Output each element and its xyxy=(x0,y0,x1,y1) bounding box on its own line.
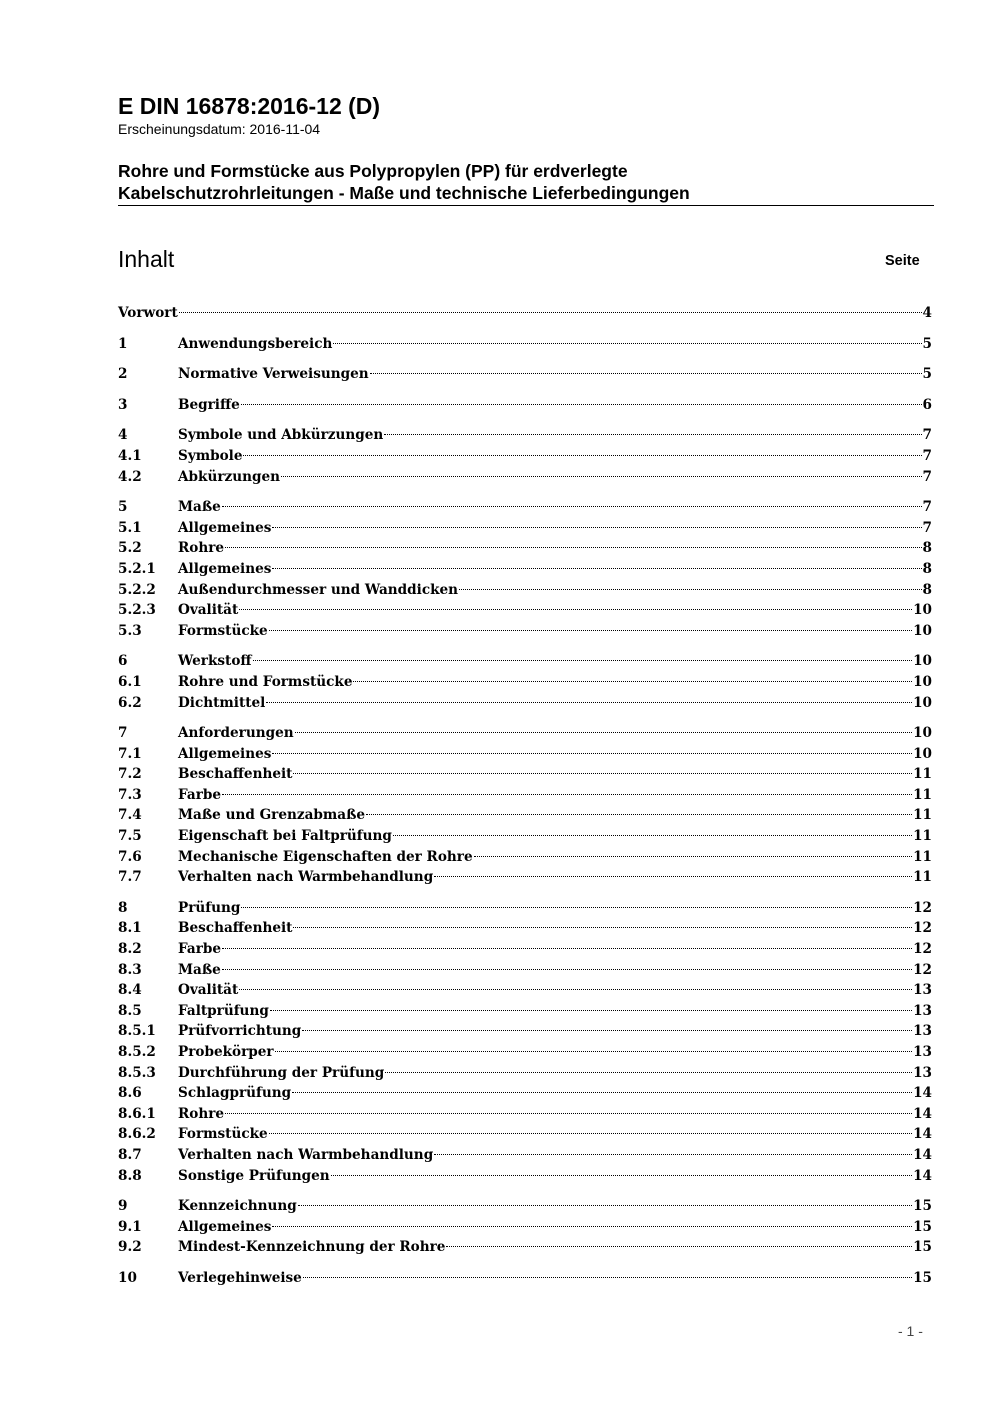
toc-entry-number: 8.7 xyxy=(118,1146,142,1163)
toc-entry-title: Symbole xyxy=(178,447,243,464)
toc-entry-title: Prüfung xyxy=(178,899,241,916)
document-title-line-2: Kabelschutzrohrleitungen - Maße und technische Lieferbedingungen xyxy=(118,183,690,203)
toc-entry[interactable] xyxy=(118,980,932,1001)
toc-entry-page: 13 xyxy=(913,1044,932,1060)
toc-entry-title: Mindest-Kennzeichnung der Rohre xyxy=(178,1239,446,1256)
toc-entry-number: 8 xyxy=(118,899,128,916)
toc-entry[interactable] xyxy=(118,1196,932,1217)
toc-entry-page: 14 xyxy=(913,1167,932,1184)
toc-entry-title: Ovalität xyxy=(178,602,239,619)
toc-entry[interactable] xyxy=(118,1021,932,1042)
toc-entry-number: 7 xyxy=(118,725,128,742)
toc-entry[interactable] xyxy=(118,785,932,806)
toc-entry[interactable] xyxy=(118,826,932,847)
toc-leader-dots xyxy=(241,907,912,908)
toc-leader-dots xyxy=(225,1113,912,1114)
toc-entry-page: 6 xyxy=(922,396,932,413)
toc-entry-title: Verlegehinweise xyxy=(178,1269,302,1286)
toc-entry-number: 4.2 xyxy=(118,468,142,485)
toc-entry-title: Rohre und Formstücke xyxy=(178,673,353,690)
toc-entry[interactable] xyxy=(118,467,932,488)
toc-leader-dots xyxy=(292,1092,912,1093)
toc-entry-title: Werkstoff xyxy=(178,653,252,670)
toc-entry-number: 8.8 xyxy=(118,1167,142,1184)
toc-entry-number: 5.3 xyxy=(118,622,142,639)
toc-entry[interactable] xyxy=(118,1124,932,1145)
toc-entry-number: 9 xyxy=(118,1198,128,1215)
toc-leader-dots xyxy=(269,630,912,631)
toc-entry-title: Abkürzungen xyxy=(178,468,281,485)
toc-entry-page: 12 xyxy=(913,961,932,978)
toc-entry[interactable] xyxy=(118,1145,932,1166)
toc-entry[interactable] xyxy=(118,805,932,826)
toc-entry[interactable] xyxy=(118,1217,932,1238)
toc-entry-number: 6.2 xyxy=(118,694,142,711)
toc-entry-number: 5.1 xyxy=(118,519,142,536)
toc-entry-page: 14 xyxy=(913,1085,932,1102)
toc-entry[interactable] xyxy=(118,1042,932,1063)
toc-entry-title: Dichtmittel xyxy=(178,694,266,711)
toc-leader-dots xyxy=(353,681,912,682)
toc-entry-number: 8.2 xyxy=(118,941,142,958)
toc-entry[interactable] xyxy=(118,364,932,385)
toc-entry-number: 8.5.1 xyxy=(118,1023,156,1040)
toc-leader-dots xyxy=(239,989,912,990)
toc-leader-dots xyxy=(225,547,921,548)
toc-entry[interactable] xyxy=(118,693,932,714)
toc-entry[interactable] xyxy=(118,395,932,416)
toc-leader-dots xyxy=(293,927,912,928)
toc-entry-page: 5 xyxy=(922,366,932,383)
toc-leader-dots xyxy=(293,773,912,774)
toc-entry-title: Formstücke xyxy=(178,1126,268,1143)
toc-entry-number: 7.4 xyxy=(118,807,142,824)
toc-entry-title: Ovalität xyxy=(178,982,239,999)
toc-entry[interactable] xyxy=(118,918,932,939)
toc-entry-number: 8.5 xyxy=(118,1002,142,1019)
toc-entry-page: 8 xyxy=(922,581,932,598)
table-of-contents xyxy=(118,303,932,1289)
toc-page-column-heading: Seite xyxy=(885,253,920,269)
toc-entry-page: 14 xyxy=(913,1126,932,1143)
toc-leader-dots xyxy=(333,343,921,344)
toc-entry-page: 15 xyxy=(913,1218,932,1235)
toc-entry-number: 7.5 xyxy=(118,828,142,845)
toc-entry-number: 8.3 xyxy=(118,961,142,978)
toc-entry[interactable] xyxy=(118,1104,932,1125)
title-divider xyxy=(118,205,934,206)
toc-entry-title: Mechanische Eigenschaften der Rohre xyxy=(178,848,473,865)
toc-entry-page: 11 xyxy=(913,848,932,865)
toc-entry-title: Sonstige Prüfungen xyxy=(178,1167,330,1184)
toc-entry-page: 10 xyxy=(913,694,932,711)
toc-leader-dots xyxy=(272,753,912,754)
toc-leader-dots xyxy=(275,1051,913,1052)
toc-entry-title: Anforderungen xyxy=(178,725,294,742)
toc-entry-page: 7 xyxy=(922,499,932,516)
toc-entry-number: 7.6 xyxy=(118,848,142,865)
toc-entry-page: 10 xyxy=(913,725,932,742)
toc-entry-page: 12 xyxy=(913,920,932,937)
toc-entry-title: Beschaffenheit xyxy=(178,920,293,937)
toc-entry-title: Prüfvorrichtung xyxy=(178,1023,302,1040)
toc-leader-dots xyxy=(239,609,912,610)
toc-entry-number: 8.4 xyxy=(118,982,142,999)
toc-entry-page: 15 xyxy=(913,1269,932,1286)
toc-entry-number: 5 xyxy=(118,499,128,516)
toc-entry-page: 15 xyxy=(913,1198,932,1215)
toc-leader-dots xyxy=(281,476,921,477)
toc-entry-number: 6.1 xyxy=(118,673,142,690)
toc-leader-dots xyxy=(272,568,921,569)
toc-leader-dots xyxy=(459,589,921,590)
toc-leader-dots xyxy=(269,1133,912,1134)
toc-entry-number: 6 xyxy=(118,653,128,670)
toc-entry-title: Maße und Grenzabmaße xyxy=(178,807,366,824)
toc-entry-title: Allgemeines xyxy=(178,560,272,577)
toc-entry-title: Rohre xyxy=(178,540,225,557)
toc-entry-title: Symbole und Abkürzungen xyxy=(178,427,384,444)
toc-leader-dots xyxy=(366,814,912,815)
toc-entry[interactable] xyxy=(118,672,932,693)
toc-entry-page: 14 xyxy=(913,1105,932,1122)
toc-entry[interactable] xyxy=(118,621,932,642)
toc-entry-title: Begriffe xyxy=(178,396,240,413)
toc-leader-dots xyxy=(434,1154,912,1155)
toc-leader-dots xyxy=(222,948,912,949)
toc-leader-dots xyxy=(434,876,912,877)
toc-entry-title: Maße xyxy=(178,961,221,978)
toc-entry-number: 5.2.2 xyxy=(118,581,156,598)
toc-entry-number: 5.2.3 xyxy=(118,602,156,619)
toc-entry[interactable] xyxy=(118,1001,932,1022)
toc-entry-title: Rohre xyxy=(178,1105,225,1122)
toc-entry[interactable] xyxy=(118,764,932,785)
toc-entry-number: 7.3 xyxy=(118,786,142,803)
toc-entry-number: 7.7 xyxy=(118,869,142,886)
toc-leader-dots xyxy=(222,969,912,970)
toc-entry-number: 4 xyxy=(118,427,128,444)
toc-entry-title: Vorwort xyxy=(118,305,178,321)
toc-entry[interactable] xyxy=(118,538,932,559)
toc-entry-number: 5.2.1 xyxy=(118,560,156,577)
toc-entry-page: 7 xyxy=(922,447,932,464)
toc-entry-page: 13 xyxy=(913,1023,932,1040)
toc-leader-dots xyxy=(253,660,913,661)
toc-entry[interactable] xyxy=(118,1237,932,1258)
toc-entry[interactable] xyxy=(118,518,932,539)
toc-entry-page: 10 xyxy=(913,745,932,762)
toc-entry-number: 7.2 xyxy=(118,766,142,783)
toc-entry-title: Beschaffenheit xyxy=(178,766,293,783)
toc-entry-title: Durchführung der Prüfung xyxy=(178,1064,385,1081)
toc-entry-page: 8 xyxy=(922,560,932,577)
toc-entry-title: Farbe xyxy=(178,941,222,958)
toc-entry-page: 10 xyxy=(913,602,932,619)
toc-entry-number: 8.6.2 xyxy=(118,1126,156,1143)
toc-entry[interactable] xyxy=(118,1083,932,1104)
toc-leader-dots xyxy=(385,1072,912,1073)
toc-heading: Inhalt xyxy=(118,246,175,272)
toc-entry-number: 9.1 xyxy=(118,1218,142,1235)
toc-entry-page: 15 xyxy=(913,1239,932,1256)
publication-date: Erscheinungsdatum: 2016-11-04 xyxy=(118,121,321,137)
toc-leader-dots xyxy=(384,434,921,435)
toc-entry-page: 10 xyxy=(913,653,932,670)
toc-entry[interactable] xyxy=(118,723,932,744)
toc-entry[interactable] xyxy=(118,847,932,868)
toc-entry[interactable] xyxy=(118,1268,932,1289)
toc-entry-page: 10 xyxy=(913,622,932,639)
toc-entry-number: 8.1 xyxy=(118,920,142,937)
toc-leader-dots xyxy=(222,506,922,507)
toc-leader-dots xyxy=(266,702,912,703)
toc-entry-number: 1 xyxy=(118,335,128,352)
toc-entry-page: 14 xyxy=(913,1146,932,1163)
toc-entry-number: 9.2 xyxy=(118,1239,142,1256)
toc-entry-number: 2 xyxy=(118,366,128,383)
toc-entry-page: 11 xyxy=(913,807,932,824)
toc-entry-page: 7 xyxy=(922,519,932,536)
toc-entry[interactable] xyxy=(118,1063,932,1084)
toc-leader-dots xyxy=(393,835,912,836)
toc-entry[interactable] xyxy=(118,559,932,580)
toc-entry-title: Allgemeines xyxy=(178,519,272,536)
toc-leader-dots xyxy=(302,1030,912,1031)
toc-leader-dots xyxy=(331,1175,912,1176)
toc-leader-dots xyxy=(243,455,921,456)
toc-entry-title: Kennzeichnung xyxy=(178,1198,297,1215)
toc-entry[interactable] xyxy=(118,497,932,518)
toc-leader-dots xyxy=(270,1010,912,1011)
toc-entry-page: 4 xyxy=(922,305,932,321)
toc-entry-title: Außendurchmesser und Wanddicken xyxy=(178,581,459,598)
toc-entry[interactable] xyxy=(118,898,932,919)
toc-entry[interactable] xyxy=(118,446,932,467)
toc-entry-number: 8.6 xyxy=(118,1085,142,1102)
document-id: E DIN 16878:2016-12 (D) xyxy=(118,93,381,119)
toc-entry-number: 8.5.3 xyxy=(118,1064,156,1081)
toc-leader-dots xyxy=(474,856,912,857)
toc-entry-title: Normative Verweisungen xyxy=(178,366,369,383)
toc-entry[interactable] xyxy=(118,744,932,765)
toc-leader-dots xyxy=(272,527,921,528)
toc-entry-title: Allgemeines xyxy=(178,1218,272,1235)
toc-entry-page: 13 xyxy=(913,1064,932,1081)
toc-entry-title: Maße xyxy=(178,499,221,516)
toc-entry-page: 13 xyxy=(913,982,932,999)
toc-entry-page: 12 xyxy=(913,899,932,916)
toc-entry[interactable] xyxy=(118,334,932,355)
toc-entry[interactable] xyxy=(118,425,932,446)
page-number: - 1 - xyxy=(898,1323,923,1339)
toc-entry[interactable] xyxy=(118,1166,932,1187)
toc-entry[interactable] xyxy=(118,651,932,672)
toc-entry-page: 13 xyxy=(913,1002,932,1019)
toc-entry-title: Schlagprüfung xyxy=(178,1085,292,1102)
toc-entry-title: Anwendungsbereich xyxy=(178,335,333,352)
toc-entry-page: 7 xyxy=(922,468,932,485)
toc-entry-number: 5.2 xyxy=(118,540,142,557)
toc-entry-page: 11 xyxy=(913,828,932,845)
toc-entry-number: 7.1 xyxy=(118,745,142,762)
toc-entry-page: 7 xyxy=(922,427,932,444)
toc-leader-dots xyxy=(370,373,922,374)
toc-entry[interactable] xyxy=(118,600,932,621)
toc-entry-title: Eigenschaft bei Faltprüfung xyxy=(178,828,392,845)
toc-entry-page: 8 xyxy=(922,540,932,557)
toc-entry-title: Probekörper xyxy=(178,1044,274,1060)
toc-entry-title: Verhalten nach Warmbehandlung xyxy=(178,1146,434,1163)
toc-entry[interactable] xyxy=(118,303,932,324)
toc-entry-number: 8.6.1 xyxy=(118,1105,156,1122)
toc-entry[interactable] xyxy=(118,939,932,960)
document-title-line-1: Rohre und Formstücke aus Polypropylen (PP) für erdverlegte xyxy=(118,161,628,181)
toc-entry-number: 4.1 xyxy=(118,447,142,464)
toc-leader-dots xyxy=(295,732,912,733)
toc-entry-number: 3 xyxy=(118,396,128,413)
document-title xyxy=(118,160,933,204)
toc-entry-title: Verhalten nach Warmbehandlung xyxy=(178,869,434,886)
toc-leader-dots xyxy=(298,1205,912,1206)
toc-entry[interactable] xyxy=(118,960,932,981)
toc-entry-page: 11 xyxy=(913,869,932,886)
toc-leader-dots xyxy=(222,794,912,795)
toc-entry-number: 8.5.2 xyxy=(118,1044,156,1060)
toc-entry[interactable] xyxy=(118,580,932,601)
toc-entry-page: 5 xyxy=(922,335,932,352)
toc-leader-dots xyxy=(446,1246,912,1247)
toc-entry-title: Faltprüfung xyxy=(178,1002,269,1019)
toc-entry-page: 11 xyxy=(913,766,932,783)
toc-leader-dots xyxy=(303,1277,912,1278)
toc-entry-page: 12 xyxy=(913,941,932,958)
toc-leader-dots xyxy=(272,1226,912,1227)
toc-entry-title: Allgemeines xyxy=(178,745,272,762)
toc-entry-number: 10 xyxy=(118,1269,137,1286)
toc-entry[interactable] xyxy=(118,867,932,888)
toc-entry-page: 11 xyxy=(913,786,932,803)
toc-entry-page: 10 xyxy=(913,673,932,690)
toc-leader-dots xyxy=(179,312,922,313)
toc-leader-dots xyxy=(241,404,922,405)
toc-entry-title: Formstücke xyxy=(178,622,268,639)
toc-entry-title: Farbe xyxy=(178,786,222,803)
